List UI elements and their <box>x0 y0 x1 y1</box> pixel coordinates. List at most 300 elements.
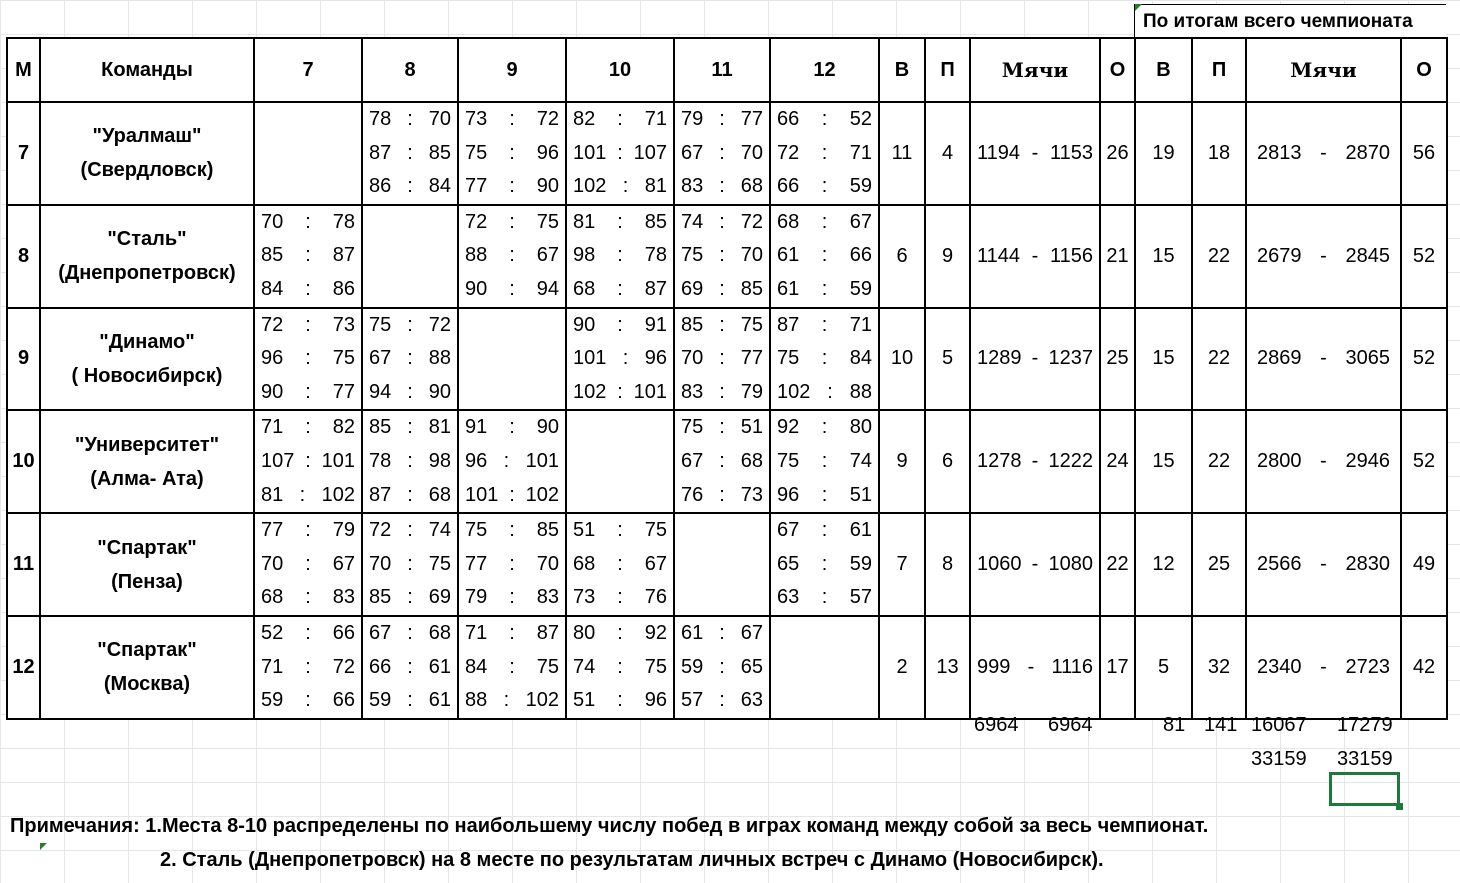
score-separator: : <box>407 347 413 370</box>
losses-cell[interactable]: 8 <box>925 513 970 616</box>
score-separator: : <box>509 552 515 575</box>
game-score <box>363 514 457 548</box>
score-separator: : <box>719 416 725 439</box>
score-cell[interactable] <box>770 410 879 513</box>
score-away: 59 <box>849 552 872 575</box>
score-home: 75 <box>681 244 704 267</box>
game-score <box>459 445 565 479</box>
score-separator: : <box>821 108 828 130</box>
team-city: (Пенза) <box>111 570 183 593</box>
score-home: 63 <box>777 586 800 609</box>
score-cell[interactable] <box>566 410 674 513</box>
score-separator: : <box>617 552 623 575</box>
game-score <box>567 103 673 137</box>
balls-value <box>971 142 1099 165</box>
score-cell[interactable] <box>674 308 770 411</box>
score-home: 67 <box>369 347 392 370</box>
score-away: 81 <box>428 416 451 439</box>
points-cell[interactable]: 25 <box>1100 308 1135 411</box>
score-home: 72 <box>777 141 800 164</box>
score-home: 88 <box>465 689 488 712</box>
total-balls-for[interactable]: 6964 <box>974 714 1019 736</box>
game-score <box>567 273 673 307</box>
score-away: 88 <box>428 347 451 370</box>
score-separator: : <box>407 313 413 336</box>
game-score <box>255 342 361 376</box>
score-away: 51 <box>740 416 763 439</box>
team-cell[interactable] <box>40 205 254 308</box>
championship-banner[interactable]: По итогам всего чемпионата <box>1134 4 1446 38</box>
score-home: 67 <box>369 621 392 644</box>
score-separator: : <box>407 449 413 472</box>
score-separator: : <box>821 210 828 233</box>
game-score <box>255 411 361 445</box>
total-balls-separator: - <box>1320 244 1327 267</box>
sum-for[interactable]: 33159 <box>1251 748 1307 770</box>
header-teams[interactable]: Команды <box>40 38 254 102</box>
total-points-cell[interactable]: 49 <box>1401 513 1447 616</box>
score-home: 96 <box>777 483 800 506</box>
game-score <box>363 651 457 685</box>
game-score <box>771 170 878 204</box>
score-cell[interactable] <box>458 205 566 308</box>
balls-cell[interactable] <box>970 513 1100 616</box>
score-home: 66 <box>369 655 392 678</box>
total-balls-cell[interactable] <box>1246 308 1401 411</box>
total-balls-cell[interactable] <box>1246 513 1401 616</box>
score-cell[interactable] <box>770 205 879 308</box>
score-separator: : <box>719 483 725 506</box>
losses-cell[interactable]: 5 <box>925 308 970 411</box>
score-away: 63 <box>740 689 763 712</box>
place-cell[interactable]: 9 <box>7 308 40 411</box>
losses-cell[interactable]: 9 <box>925 205 970 308</box>
balls-against: 1080 <box>1048 553 1093 576</box>
score-cell[interactable] <box>254 513 362 616</box>
score-separator: : <box>719 108 725 130</box>
total-losses-cell[interactable]: 32 <box>1192 616 1246 719</box>
losses-cell[interactable]: 4 <box>925 102 970 205</box>
score-home: 90 <box>261 380 284 403</box>
game-score <box>255 479 361 513</box>
total-balls-cell[interactable] <box>1246 410 1401 513</box>
score-away: 59 <box>849 175 872 198</box>
score-home: 76 <box>681 483 704 506</box>
score-cell[interactable] <box>770 102 879 205</box>
score-cell[interactable] <box>362 616 458 719</box>
score-cell[interactable] <box>674 513 770 616</box>
score-home: 73 <box>465 108 488 130</box>
score-separator: : <box>503 689 510 712</box>
team-cell[interactable] <box>40 308 254 411</box>
game-score <box>567 617 673 651</box>
score-away: 107 <box>633 141 667 164</box>
score-cell[interactable] <box>458 308 566 411</box>
score-away: 71 <box>849 313 872 336</box>
game-score <box>675 411 769 445</box>
place-cell[interactable]: 12 <box>7 616 40 719</box>
total-balls-against: 3065 <box>1345 347 1390 370</box>
score-cell[interactable] <box>566 102 674 205</box>
score-cell[interactable] <box>566 616 674 719</box>
score-away: 101 <box>321 449 355 472</box>
score-separator: : <box>719 449 725 472</box>
score-separator: : <box>821 347 828 370</box>
points-cell[interactable]: 24 <box>1100 410 1135 513</box>
team-cell[interactable] <box>40 513 254 616</box>
score-separator: : <box>305 416 311 439</box>
game-score <box>675 273 769 307</box>
game-score <box>255 273 361 307</box>
score-cell[interactable] <box>362 513 458 616</box>
score-cell[interactable] <box>566 513 674 616</box>
game-score <box>771 342 878 376</box>
score-away: 75 <box>644 655 667 678</box>
score-cell[interactable] <box>362 205 458 308</box>
header-balls[interactable]: Мячи <box>970 38 1100 102</box>
sum-against[interactable]: 33159 <box>1337 748 1393 770</box>
score-separator: : <box>821 416 828 439</box>
balls-separator: - <box>1031 141 1039 164</box>
selected-cell[interactable] <box>1329 772 1400 806</box>
game-score <box>771 514 878 548</box>
score-home: 52 <box>261 621 284 644</box>
game-score <box>567 684 673 718</box>
team-name: "Уралмаш" <box>92 125 202 148</box>
score-home: 79 <box>681 108 704 130</box>
score-home: 86 <box>369 175 392 198</box>
game-score <box>771 273 878 307</box>
score-cell[interactable] <box>458 616 566 719</box>
game-score <box>459 239 565 273</box>
wins-cell[interactable]: 10 <box>879 308 925 411</box>
score-home: 83 <box>681 380 704 403</box>
score-home: 70 <box>369 552 392 575</box>
score-cell[interactable] <box>458 513 566 616</box>
team-row <box>7 102 1447 205</box>
header-total-balls[interactable]: Мячи <box>1246 38 1401 102</box>
balls-for: 1144 <box>977 244 1021 267</box>
score-separator: : <box>719 621 725 644</box>
total-losses-cell[interactable]: 22 <box>1192 308 1246 411</box>
fill-handle[interactable] <box>1396 803 1403 810</box>
game-score <box>363 309 457 343</box>
score-separator: : <box>509 586 515 609</box>
score-away: 68 <box>428 621 451 644</box>
score-cell[interactable] <box>254 616 362 719</box>
game-score <box>771 581 878 615</box>
score-separator: : <box>407 519 413 542</box>
total-balls-against[interactable]: 6964 <box>1048 714 1093 736</box>
score-away: 96 <box>644 689 667 712</box>
game-score <box>363 548 457 582</box>
score-cell[interactable] <box>674 102 770 205</box>
score-separator: : <box>407 141 413 164</box>
total-balls-value <box>1247 347 1400 370</box>
score-away: 94 <box>536 277 559 300</box>
header-round-7[interactable]: 7 <box>254 38 362 102</box>
score-home: 68 <box>573 277 596 300</box>
total-wins-cell[interactable]: 15 <box>1135 410 1192 513</box>
score-away: 52 <box>849 108 872 130</box>
score-away: 75 <box>332 347 355 370</box>
team-cell[interactable] <box>40 616 254 719</box>
score-away: 72 <box>332 655 355 678</box>
score-separator: : <box>821 586 828 609</box>
score-home: 74 <box>681 210 704 233</box>
score-away: 74 <box>849 449 872 472</box>
team-cell[interactable] <box>40 410 254 513</box>
total-all-against[interactable]: 17279 <box>1337 714 1393 736</box>
game-score <box>459 206 565 240</box>
score-cell[interactable] <box>362 102 458 205</box>
header-round-9[interactable]: 9 <box>458 38 566 102</box>
score-away: 75 <box>536 210 559 233</box>
header-round-8[interactable]: 8 <box>362 38 458 102</box>
total-points-cell[interactable]: 56 <box>1401 102 1447 205</box>
score-home: 82 <box>573 108 596 130</box>
header-round-12[interactable]: 12 <box>770 38 879 102</box>
score-cell[interactable] <box>254 308 362 411</box>
game-score <box>771 479 878 513</box>
score-separator: : <box>821 141 828 164</box>
score-away: 73 <box>740 483 763 506</box>
team-name: "Спартак" <box>97 536 197 559</box>
game-score <box>459 103 565 137</box>
score-away: 59 <box>849 277 872 300</box>
points-cell[interactable]: 26 <box>1100 102 1135 205</box>
total-wins-cell[interactable]: 15 <box>1135 308 1192 411</box>
header-round-10[interactable]: 10 <box>566 38 674 102</box>
score-cell[interactable] <box>770 616 879 719</box>
header-total-losses[interactable]: П <box>1192 38 1246 102</box>
score-separator: : <box>407 586 413 609</box>
wins-cell[interactable]: 6 <box>879 205 925 308</box>
team-city: (Днепропетровск) <box>58 262 236 285</box>
score-away: 81 <box>644 175 667 198</box>
score-separator: : <box>509 621 515 644</box>
score-cell[interactable] <box>674 616 770 719</box>
score-cell[interactable] <box>362 308 458 411</box>
score-home: 75 <box>465 519 488 542</box>
game-score <box>363 137 457 171</box>
score-home: 51 <box>573 519 596 542</box>
score-cell[interactable] <box>254 102 362 205</box>
game-score <box>675 342 769 376</box>
score-separator: : <box>509 175 515 198</box>
total-wins[interactable]: 81 <box>1163 714 1186 736</box>
header-round-11[interactable]: 11 <box>674 38 770 102</box>
team-cell[interactable] <box>40 102 254 205</box>
score-home: 85 <box>369 416 392 439</box>
balls-cell[interactable] <box>970 308 1100 411</box>
game-score <box>459 137 565 171</box>
score-away: 90 <box>428 380 451 403</box>
losses-cell[interactable]: 6 <box>925 410 970 513</box>
total-balls-against: 2845 <box>1345 244 1390 267</box>
score-away: 82 <box>332 416 355 439</box>
score-home: 83 <box>681 175 704 198</box>
balls-cell[interactable] <box>970 205 1100 308</box>
score-cell[interactable] <box>770 513 879 616</box>
score-separator: : <box>617 210 623 233</box>
total-losses-cell[interactable]: 25 <box>1192 513 1246 616</box>
score-separator: : <box>407 483 413 506</box>
score-separator: : <box>617 655 623 678</box>
score-separator: : <box>617 586 623 609</box>
score-away: 67 <box>644 552 667 575</box>
game-score <box>363 617 457 651</box>
header-row <box>7 38 1447 102</box>
score-home: 79 <box>465 586 488 609</box>
points-cell[interactable]: 21 <box>1100 205 1135 308</box>
balls-cell[interactable] <box>970 410 1100 513</box>
score-home: 69 <box>681 277 704 300</box>
header-losses[interactable]: П <box>925 38 970 102</box>
losses-cell[interactable]: 13 <box>925 616 970 719</box>
score-cell[interactable] <box>566 308 674 411</box>
score-home: 77 <box>261 519 284 542</box>
total-points-cell[interactable]: 42 <box>1401 616 1447 719</box>
total-balls-value <box>1247 656 1400 679</box>
score-away: 101 <box>525 449 559 472</box>
score-separator: : <box>305 689 311 712</box>
comment-marker-icon <box>40 843 47 850</box>
score-cell[interactable] <box>458 410 566 513</box>
score-separator: : <box>407 108 413 130</box>
game-score <box>675 309 769 343</box>
score-home: 75 <box>465 141 488 164</box>
score-separator: : <box>503 449 510 472</box>
balls-cell[interactable] <box>970 616 1100 719</box>
wins-cell[interactable]: 9 <box>879 410 925 513</box>
wins-cell[interactable]: 11 <box>879 102 925 205</box>
score-cell[interactable] <box>674 205 770 308</box>
total-points-cell[interactable]: 52 <box>1401 308 1447 411</box>
game-score <box>363 684 457 718</box>
score-separator: : <box>622 347 629 370</box>
game-score <box>363 411 457 445</box>
wins-cell[interactable]: 2 <box>879 616 925 719</box>
results-table <box>6 37 1448 720</box>
balls-against: 1237 <box>1048 347 1093 370</box>
header-points[interactable]: О <box>1100 38 1135 102</box>
total-wins-cell[interactable]: 12 <box>1135 513 1192 616</box>
score-separator: : <box>617 689 623 712</box>
total-all-for[interactable]: 16067 <box>1251 714 1307 736</box>
score-cell[interactable] <box>254 205 362 308</box>
points-cell[interactable]: 17 <box>1100 616 1135 719</box>
wins-cell[interactable]: 7 <box>879 513 925 616</box>
game-score <box>771 206 878 240</box>
score-home: 90 <box>465 277 488 300</box>
comment-marker-icon <box>1135 4 1142 11</box>
score-away: 72 <box>740 210 763 233</box>
header-wins[interactable]: В <box>879 38 925 102</box>
score-away: 75 <box>644 519 667 542</box>
place-cell[interactable]: 7 <box>7 102 40 205</box>
score-home: 101 <box>573 347 607 370</box>
score-cell[interactable] <box>254 410 362 513</box>
total-points-cell[interactable]: 52 <box>1401 410 1447 513</box>
score-away: 85 <box>536 519 559 542</box>
score-away: 72 <box>428 313 451 336</box>
balls-cell[interactable] <box>970 102 1100 205</box>
score-separator: : <box>617 244 623 267</box>
score-separator: : <box>821 552 828 575</box>
score-separator: : <box>821 449 828 472</box>
score-home: 67 <box>777 519 800 542</box>
score-cell[interactable] <box>566 205 674 308</box>
header-place[interactable]: М <box>7 38 40 102</box>
score-away: 68 <box>740 449 763 472</box>
place-cell[interactable]: 11 <box>7 513 40 616</box>
score-cell[interactable] <box>770 308 879 411</box>
points-cell[interactable]: 22 <box>1100 513 1135 616</box>
balls-for: 999 <box>977 655 1011 678</box>
total-wins-cell[interactable]: 19 <box>1135 102 1192 205</box>
score-away: 76 <box>644 586 667 609</box>
total-losses-cell[interactable]: 22 <box>1192 205 1246 308</box>
total-wins-cell[interactable]: 5 <box>1135 616 1192 719</box>
balls-separator: - <box>1031 450 1039 473</box>
team-name: "Университет" <box>74 433 220 456</box>
game-score <box>567 581 673 615</box>
header-total-points[interactable]: О <box>1401 38 1447 102</box>
score-cell[interactable] <box>674 410 770 513</box>
score-separator: : <box>622 175 629 198</box>
game-score <box>255 684 361 718</box>
balls-value <box>971 245 1099 268</box>
score-away: 66 <box>849 244 872 267</box>
game-score <box>255 581 361 615</box>
game-score <box>675 239 769 273</box>
score-away: 67 <box>536 244 559 267</box>
total-losses-cell[interactable]: 22 <box>1192 410 1246 513</box>
team-row <box>7 616 1447 719</box>
score-home: 85 <box>261 244 284 267</box>
note-line-1[interactable]: Примечания: 1.Места 8-10 распределены по наибольшему числу побед в играх команд между собой за весь чемпионат. <box>10 815 1209 837</box>
score-separator: : <box>305 449 311 472</box>
total-balls-cell[interactable] <box>1246 102 1401 205</box>
score-home: 101 <box>573 141 607 164</box>
game-score <box>567 137 673 171</box>
total-balls-cell[interactable] <box>1246 205 1401 308</box>
score-away: 70 <box>740 244 763 267</box>
total-balls-cell[interactable] <box>1246 616 1401 719</box>
header-total-wins[interactable]: В <box>1135 38 1192 102</box>
total-losses-cell[interactable]: 18 <box>1192 102 1246 205</box>
note-line-2[interactable]: 2. Сталь (Днепропетровск) на 8 месте по результатам личных встреч с Динамо (Новосибирск). <box>160 849 1104 871</box>
place-cell[interactable]: 8 <box>7 205 40 308</box>
score-home: 61 <box>681 621 704 644</box>
score-cell[interactable] <box>458 102 566 205</box>
score-cell[interactable] <box>362 410 458 513</box>
score-separator: : <box>407 416 413 439</box>
balls-for: 1194 <box>977 141 1021 164</box>
game-score <box>567 514 673 548</box>
total-points-cell[interactable]: 52 <box>1401 205 1447 308</box>
place-cell[interactable]: 10 <box>7 410 40 513</box>
total-wins-cell[interactable]: 15 <box>1135 205 1192 308</box>
score-away: 87 <box>644 277 667 300</box>
balls-separator: - <box>1031 553 1039 576</box>
score-separator: : <box>407 621 413 644</box>
score-away: 57 <box>849 586 872 609</box>
game-score <box>459 684 565 718</box>
balls-value <box>971 553 1099 576</box>
total-losses[interactable]: 141 <box>1204 714 1238 736</box>
